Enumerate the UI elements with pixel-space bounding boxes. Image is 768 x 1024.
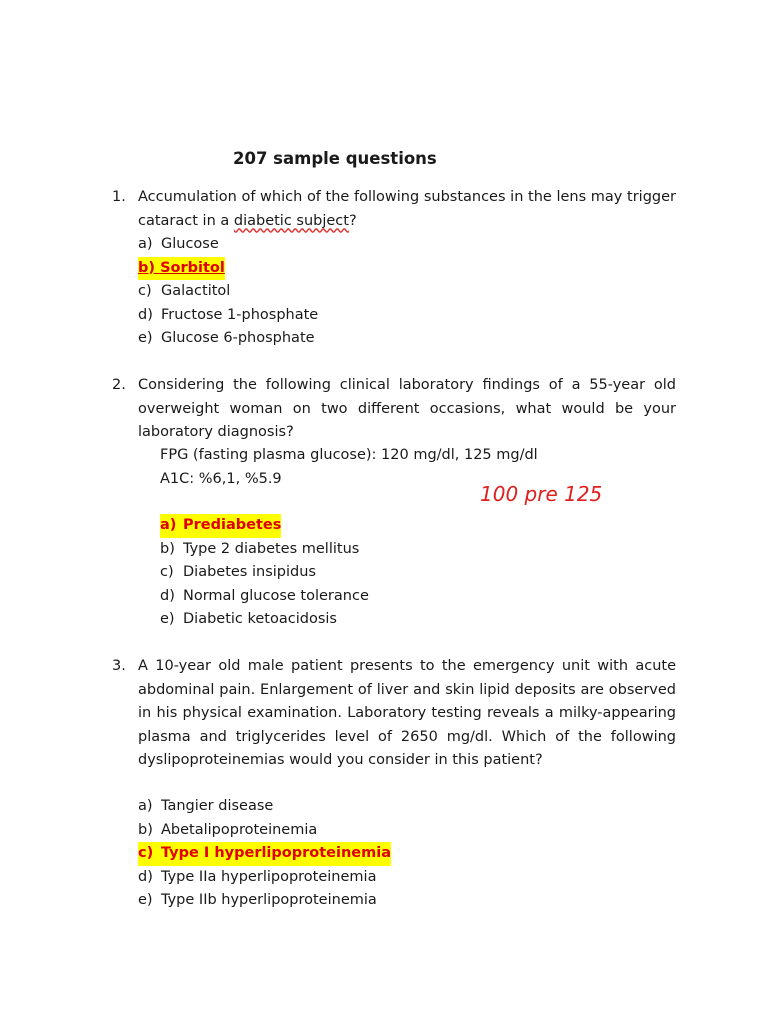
correct-answer-option (138, 257, 318, 281)
question-1 (112, 186, 676, 233)
option-letter: b) (160, 540, 175, 557)
handwritten-annotation (478, 474, 678, 514)
option-text: Diabetes insipidus (183, 564, 316, 580)
highlighted-answer (138, 257, 225, 281)
option-item (160, 561, 369, 585)
option-item (138, 795, 391, 819)
option-text: Sorbitol (155, 259, 225, 276)
highlighted-answer (138, 842, 391, 866)
question-1-options (138, 233, 318, 351)
option-item (138, 304, 318, 328)
option-letter: d) (138, 306, 153, 323)
question-text (138, 186, 676, 233)
correct-answer-option (160, 514, 369, 538)
option-text: Prediabetes (183, 517, 282, 533)
question-number: 3. (112, 658, 126, 674)
question-number: 2. (112, 377, 126, 393)
option-item (138, 280, 318, 304)
handwritten-underline-annotation: diabetic subject (233, 212, 349, 229)
option-text: Tangier disease (161, 798, 274, 814)
option-text: Type IIa hyperlipoproteinemia (161, 868, 377, 885)
option-letter: c) (138, 845, 154, 861)
question-text-part: ? (348, 212, 357, 229)
option-text: Fructose 1-phosphate (161, 306, 319, 323)
option-text: Diabetic ketoacidosis (183, 611, 337, 627)
option-item (160, 538, 369, 562)
correct-answer-option (138, 842, 391, 866)
option-text: Type 2 diabetes mellitus (183, 540, 360, 557)
option-item (160, 585, 369, 609)
handwritten-text: 100 pre 125 (480, 482, 603, 506)
option-letter: e) (138, 892, 153, 908)
option-letter: c) (160, 564, 174, 580)
question-number: 1. (112, 189, 126, 205)
option-letter: b) (138, 259, 156, 276)
option-letter: a) (160, 517, 177, 533)
question-3 (112, 655, 676, 773)
option-text: Galactitol (161, 283, 231, 299)
a1c-finding: A1C: %6,1, %5.9 (160, 470, 282, 487)
option-letter: a) (138, 236, 153, 252)
question-2-options (160, 514, 369, 632)
option-letter: d) (138, 868, 153, 885)
option-item (138, 866, 391, 890)
option-item (138, 327, 318, 351)
option-text: Type IIb hyperlipoproteinemia (161, 892, 377, 908)
option-text: Type I hyperlipoproteinemia (161, 845, 391, 861)
option-item (138, 233, 318, 257)
option-letter: e) (160, 611, 175, 627)
question-text: Considering the following clinical laboratory findings of a 55-year old overweight woman on two different occasions, what would be your laboratory diagnosis? (138, 377, 676, 440)
question-text: A 10-year old male patient presents to the emergency unit with acute abdominal pain. Enlargement of liver and skin lipid deposits are observed in his physical examination. Laboratory testing reveals a milky-appearing plasma and triglycerides level of 2650 mg/dl. Which of the following dyslipoproteinemias would you consider in this patient? (138, 658, 676, 768)
option-item (138, 889, 391, 913)
option-text: Glucose (161, 236, 219, 252)
option-text: Normal glucose tolerance (183, 587, 369, 604)
fpg-finding: FPG (fasting plasma glucose): 120 mg/dl, 125 mg/dl (160, 447, 538, 463)
page-title: 207 sample questions (233, 149, 437, 168)
option-letter: a) (138, 798, 153, 814)
option-text: Glucose 6-phosphate (161, 330, 315, 346)
question-2 (112, 374, 676, 445)
question-text-part: Accumulation of which of the following substances in the lens may trigger cataract in a (138, 189, 676, 229)
option-text: Abetalipoproteinemia (161, 821, 318, 838)
option-letter: c) (138, 283, 152, 299)
highlighted-answer (160, 514, 281, 538)
option-item (138, 819, 391, 843)
option-letter: e) (138, 330, 153, 346)
option-letter: b) (138, 821, 153, 838)
option-item (160, 608, 369, 632)
option-letter: d) (160, 587, 175, 604)
question-3-options (138, 795, 391, 913)
